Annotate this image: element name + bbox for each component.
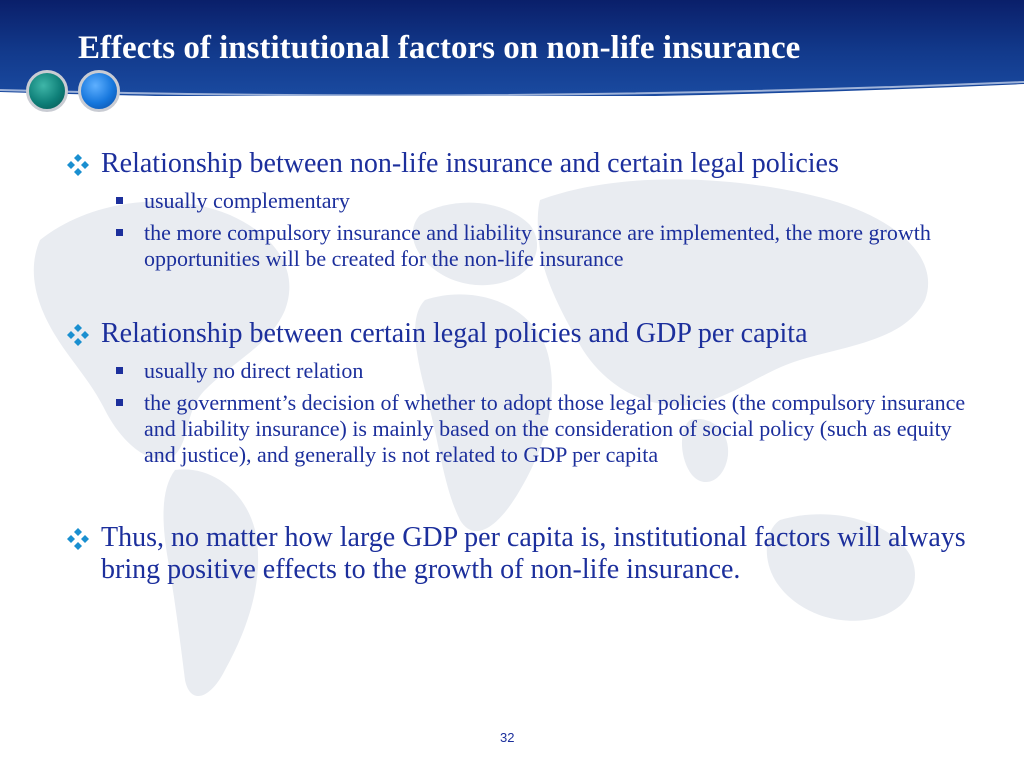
diamond-cluster-icon xyxy=(66,527,90,551)
section-1-heading: Relationship between non-life insurance and certain legal policies xyxy=(101,148,839,179)
section-1 xyxy=(66,148,976,180)
list-item: usually no direct relation xyxy=(66,358,976,384)
diamond-cluster-icon xyxy=(66,323,90,347)
diamond-cluster-icon xyxy=(66,153,90,177)
section-1-list xyxy=(66,188,976,272)
square-bullet-icon xyxy=(116,197,123,204)
section-3-heading: Thus, no matter how large GDP per capita is, institutional factors will always bring positive effects to the growth of non-life insurance. xyxy=(101,522,966,585)
square-bullet-icon xyxy=(116,367,123,374)
section-2 xyxy=(66,318,976,350)
square-bullet-icon xyxy=(116,229,123,236)
slide-title: Effects of institutional factors on non-life insurance xyxy=(78,30,801,66)
blue-circle-decoration xyxy=(78,70,120,112)
list-item: usually complementary xyxy=(66,188,976,214)
section-2-heading: Relationship between certain legal policies and GDP per capita xyxy=(101,318,808,349)
list-item: the more compulsory insurance and liability insurance are implemented, the more growth opportunities will be created for the non-life insurance xyxy=(66,220,976,272)
page-number: 32 xyxy=(500,730,515,745)
title-bar xyxy=(0,0,1024,96)
slide-content xyxy=(66,148,976,586)
list-item: the government’s decision of whether to adopt those legal policies (the compulsory insurance and liability insurance) is mainly based on the consideration of social policy (such as equity and justice), and generally is not related to GDP per capita xyxy=(66,390,976,468)
teal-circle-decoration xyxy=(26,70,68,112)
square-bullet-icon xyxy=(116,399,123,406)
section-3 xyxy=(66,522,976,586)
section-2-list xyxy=(66,358,976,468)
